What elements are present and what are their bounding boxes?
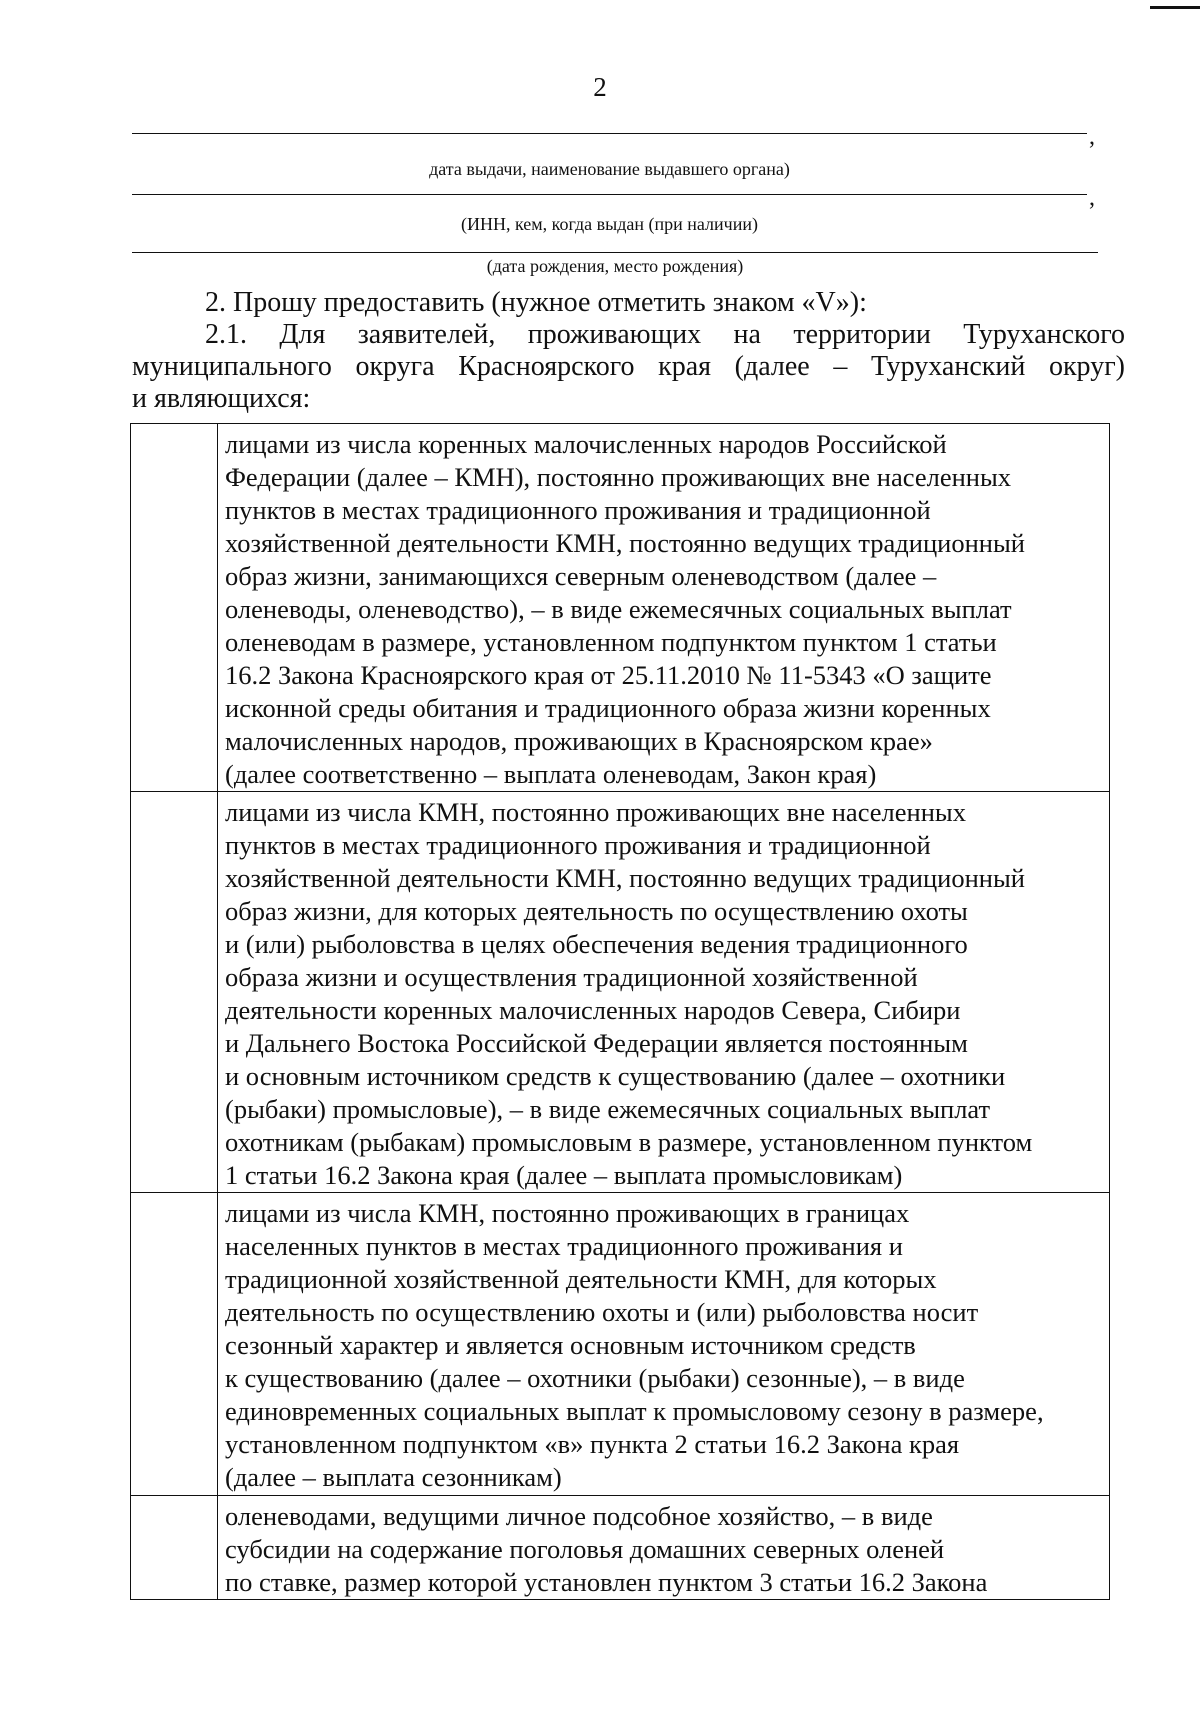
intro-paragraph: [132, 319, 1125, 415]
option-checkbox-hunters-seasonal[interactable]: [131, 1193, 218, 1496]
field-inn-caption: (ИНН, кем, когда выдан (при наличии): [461, 214, 758, 234]
page-number: 2: [593, 72, 607, 102]
option-text-household-herders: оленеводами, ведущими личное подсобное хозяйство, – в виде субсидии на содержание поголовья домашних северных оленей по ставке, размер которой установлен пунктом 3 статьи 16.2 Закона: [218, 1496, 1110, 1600]
intro-line-2: муниципального округа Красноярского края (далее – Туруханский округ): [132, 351, 1125, 382]
field-inn-line: [132, 194, 1087, 195]
option-row-hunters-permanent: [131, 792, 1110, 1193]
option-checkbox-hunters-permanent[interactable]: [131, 792, 218, 1193]
option-checkbox-household-herders[interactable]: [131, 1496, 218, 1600]
option-row-hunters-seasonal: [131, 1193, 1110, 1496]
options-table: [130, 423, 1110, 1600]
option-text-hunters-seasonal: лицами из числа КМН, постоянно проживающих в границах населенных пунктов в местах традиционного проживания и традиционной хозяйственной деятельности КМН, для которых деятельность по осуществлению охоты и (или) рыболовства носит сезонный характер и является основным источником средств к существованию (далее – охотники (рыбаки) сезонные), – в виде единовременных социальных выплат к промысловому сезону в размере, установленном подпунктом «в» пункта 2 статьи 16.2 Закона края (далее – выплата сезонникам): [218, 1193, 1110, 1496]
scan-corner-mark: [1150, 6, 1200, 9]
option-text-hunters-permanent: лицами из числа КМН, постоянно проживающих вне населенных пунктов в местах традиционного проживания и традиционной хозяйственной деятельности КМН, постоянно ведущих традиционный образ жизни, для которых деятельность по осуществлению охоты и (или) рыболовства в целях обеспечения ведения традиционного образа жизни и осуществления традиционной хозяйственной деятельности коренных малочисленных народов Севера, Сибири и Дальнего Востока Российской Федерации является постоянным и основным источником средств к существованию (далее – охотники (рыбаки) промысловые), – в виде ежемесячных социальных выплат охотникам (рыбакам) промысловым в размере, установленном пунктом 1 статьи 16.2 Закона края (далее – выплата промысловикам): [218, 792, 1110, 1193]
option-row-reindeer-herders: [131, 424, 1110, 792]
field-birth-line: [132, 252, 1098, 253]
field-issue-line: [132, 133, 1087, 134]
field-issue-comma: ,: [1089, 124, 1095, 150]
section-heading: 2. Прошу предоставить (нужное отметить знаком «V»):: [205, 287, 867, 318]
option-row-household-herders: [131, 1496, 1110, 1600]
field-inn-comma: ,: [1089, 185, 1095, 211]
option-checkbox-reindeer-herders[interactable]: [131, 424, 218, 792]
option-text-reindeer-herders: лицами из числа коренных малочисленных народов Российской Федерации (далее – КМН), постоянно проживающих вне населенных пунктов в местах традиционного проживания и традиционной хозяйственной деятельности КМН, постоянно ведущих традиционный образ жизни, занимающихся северным оленеводством (далее – оленеводы, оленеводство), – в виде ежемесячных социальных выплат оленеводам в размере, установленном подпунктом пунктом 1 статьи 16.2 Закона Красноярского края от 25.11.2010 № 11-5343 «О защите исконной среды обитания и традиционного образа жизни коренных малочисленных народов, проживающих в Красноярском крае» (далее соответственно – выплата оленеводам, Закон края): [218, 424, 1110, 792]
intro-line-1: 2.1. Для заявителей, проживающих на территории Туруханского: [205, 319, 1125, 350]
field-birth-caption: (дата рождения, место рождения): [486, 256, 744, 276]
intro-line-3: и являющихся:: [132, 383, 311, 414]
field-issue-caption: дата выдачи, наименование выдавшего органа): [429, 159, 790, 179]
